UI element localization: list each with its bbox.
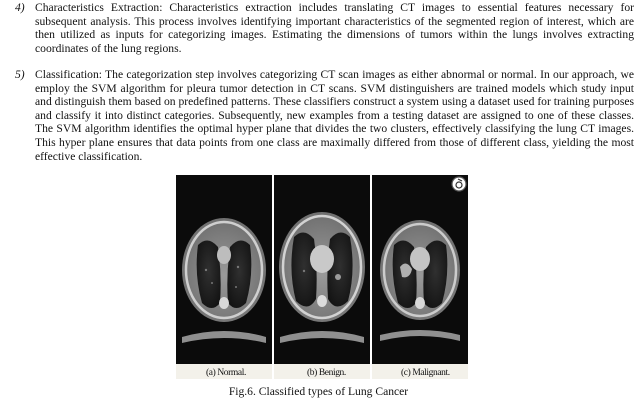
section-4-text: Characteristics Extraction: Characteristics extraction includes translating CT images to essential features necessary for subsequent analysis. This process involves identifying important characteristics of the segmented region of interest, which are then utilized as inputs for categorizing images. Estimating the dimensions of tumors within the lungs involves extracting coordinates of the lung regions. <box>35 1 634 55</box>
section-5-text: Classification: The categorization step involves categorizing CT scan images as either abnormal or normal. In our approach, we employ the SVM algorithm for pleura tumor detection in CT scans. SVM distinguishers are trained models which study input and distinguish them based on predefined patterns. These classifiers construct a system using a dataset used for training purposes and classify it into distinct categories. Subsequently, new examples from a testing dataset are assigned to one of these classes. The SVM algorithm identifies the optimal hyper plane that divides the two clusters, effectively classifying the lung CT images. This hyper plane ensures that data points from one class are maximally differed from those of different class, yielding the most effective classification. <box>35 68 634 163</box>
ct-image-benign <box>274 175 370 364</box>
figure-caption: Fig.6. Classified types of Lung Cancer <box>228 385 409 398</box>
figure-6 <box>176 175 468 385</box>
panel-label-benign: (b) Benign. <box>307 368 346 378</box>
section-4 <box>15 1 634 55</box>
section-4-number: 4) <box>15 1 25 14</box>
section-5 <box>15 68 634 163</box>
ct-image-normal <box>176 175 272 364</box>
panel-label-normal: (a) Normal. <box>206 368 246 378</box>
section-5-number: 5) <box>15 68 25 81</box>
panel-label-malignant: (c) Malignant. <box>401 368 450 378</box>
ct-image-malignant <box>372 175 468 364</box>
